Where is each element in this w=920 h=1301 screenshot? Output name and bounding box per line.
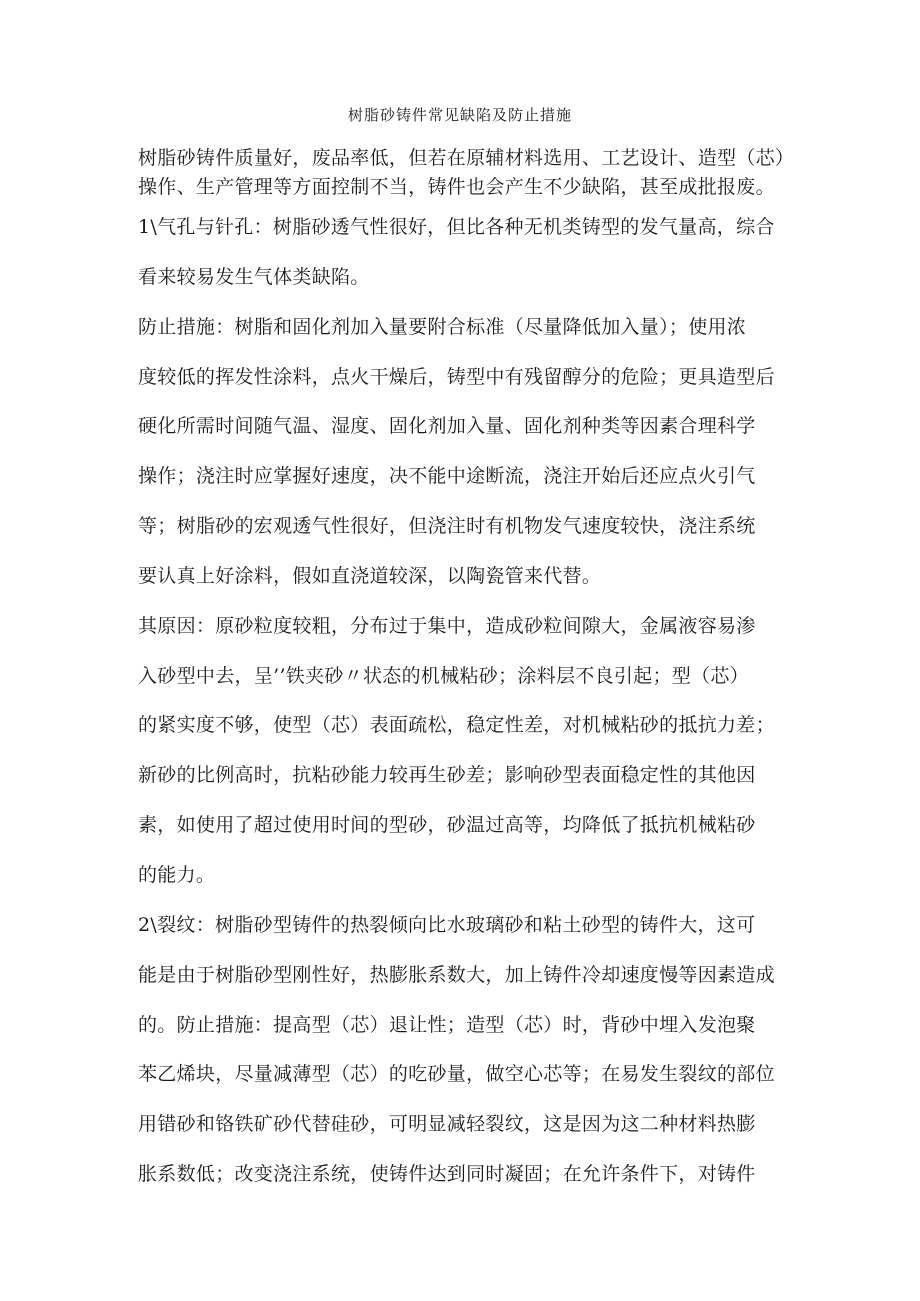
- text-line: 素，如使用了超过使用时间的型砂，砂温过高等，均降低了抵抗机械粘砂: [138, 814, 756, 836]
- text-line: 要认真上好涂料，假如直浇道较深，以陶瓷管来代替。: [138, 565, 602, 587]
- text-line: 等；树脂砂的宏观透气性很好，但浇注时有机物发气速度较快，浇注系统: [138, 515, 756, 537]
- text-line: 2\裂纹：树脂砂型铸件的热裂倾向比水玻璃砂和粘土砂型的铸件大，这可: [138, 914, 756, 936]
- text-line: 度较低的挥发性涂料，点火干燥后，铸型中有残留醇分的危险；更具造型后: [138, 366, 775, 388]
- text-line: 1\气孔与针孔：树脂砂透气性很好，但比各种无机类铸型的发气量高，综合: [138, 216, 775, 238]
- text-line: 入砂型中去，呈’’铁夹砂〃状态的机械粘砂；涂料层不良引起；型（芯）: [138, 665, 749, 687]
- text-line: 新砂的比例高时，抗粘砂能力较再生砂差；影响砂型表面稳定性的其他因: [138, 764, 756, 786]
- text-line: 其原因：原砂粒度较粗，分布过于集中，造成砂粒间隙大，金属液容易渗: [138, 615, 756, 637]
- text-line: 胀系数低；改变浇注系统，使铸件达到同时凝固；在允许条件下，对铸件: [138, 1163, 756, 1185]
- text-line: 看来较易发生气体类缺陷。: [138, 266, 370, 288]
- text-line: 用错砂和铬铁矿砂代替硅砂，可明显减轻裂纹，这是因为这二种材料热膨: [138, 1113, 756, 1135]
- text-line: 操作、生产管理等方面控制不当，铸件也会产生不少缺陷，甚至成批报废。: [138, 176, 775, 198]
- text-line: 操作；浇注时应掌握好速度，决不能中途断流，浇注开始后还应点火引气: [138, 465, 756, 487]
- text-line: 树脂砂铸件质量好，废品率低，但若在原辅材料选用、工艺设计、造型（芯）: [138, 147, 795, 169]
- text-line: 防止措施：树脂和固化剂加入量要附合标准（尽量降低加入量）；使用浓: [138, 316, 747, 338]
- text-line: 的紧实度不够，使型（芯）表面疏松，稳定性差，对机械粘砂的抵抗力差；: [138, 714, 775, 736]
- text-line: 硬化所需时间随气温、湿度、固化剂加入量、固化剂种类等因素合理科学: [138, 415, 756, 437]
- document-title: 树脂砂铸件常见缺陷及防止措施: [347, 106, 572, 124]
- text-line: 的能力。: [138, 864, 216, 886]
- text-line: 苯乙烯块，尽量减薄型（芯）的吃砂量，做空心芯等；在易发生裂纹的部位: [138, 1063, 775, 1085]
- text-line: 的。防止措施：提高型（芯）退让性；造型（芯）时，背砂中埋入发泡聚: [138, 1014, 756, 1036]
- text-line: 能是由于树脂砂型刚性好，热膨胀系数大，加上铸件冷却速度慢等因素造成: [138, 964, 775, 986]
